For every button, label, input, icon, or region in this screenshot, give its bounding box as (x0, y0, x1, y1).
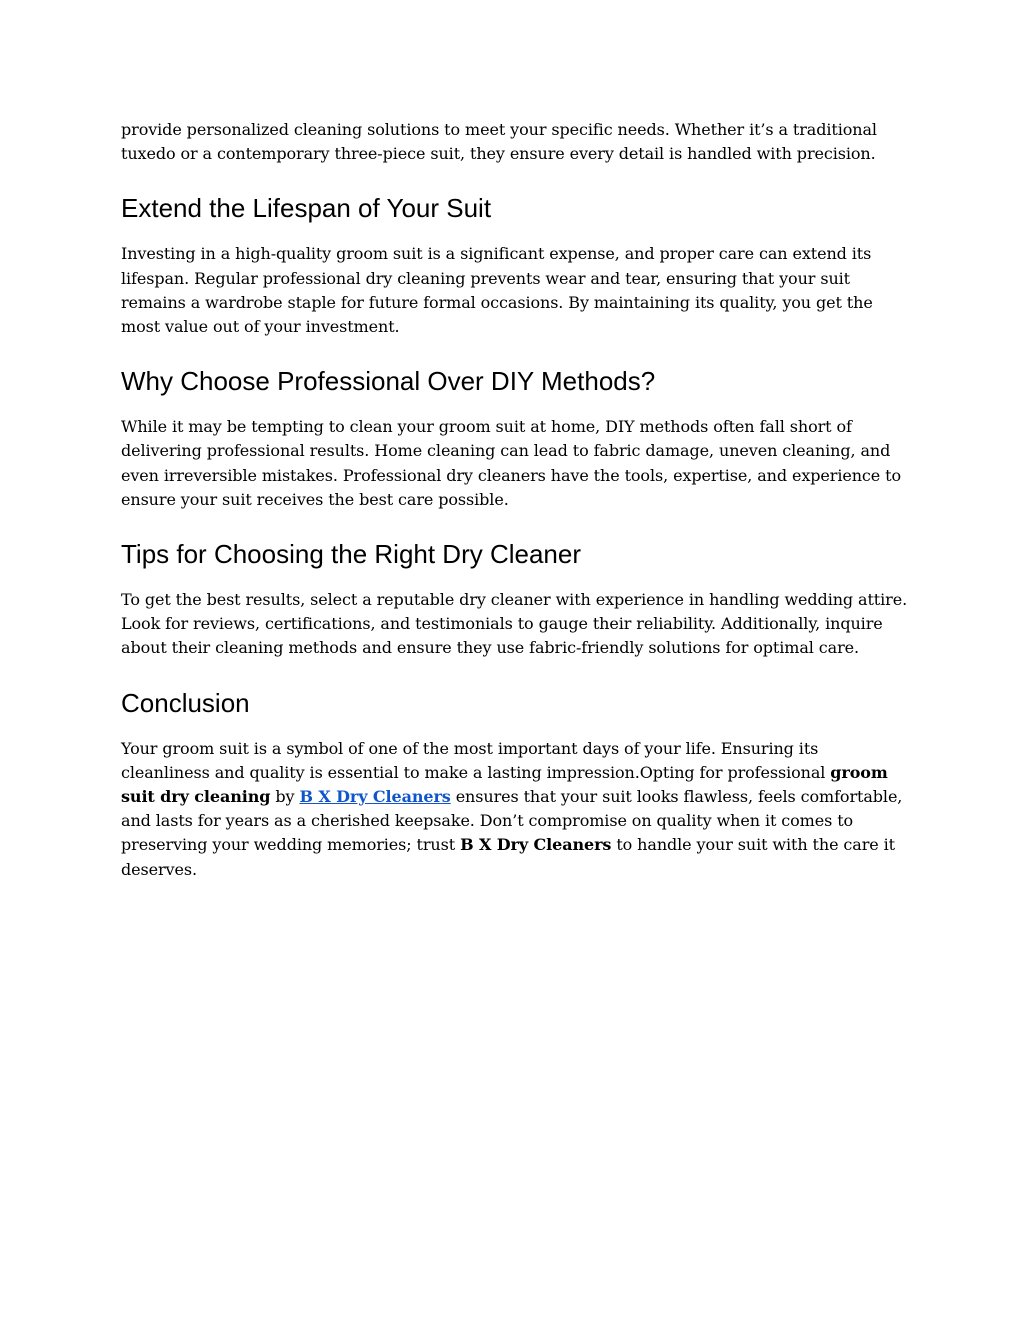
paragraph-conclusion (121, 737, 911, 882)
heading-conclusion: Conclusion (121, 687, 250, 718)
conclusion-text-1: Your groom suit is a symbol of one of the most important days of your life. Ensuring its cleanliness and quality is essential to make a lasting impression.Opting for professional (121, 738, 831, 782)
paragraph-extend-lifespan: Investing in a high-quality groom suit is a significant expense, and proper care can extend its lifespan. Regular professional dry cleaning prevents wear and tear, ensuring that your suit remains a wardrobe staple for future formal occasions. By maintaining its quality, you get the most value out of your investment. (121, 244, 873, 337)
paragraph-professional-vs-diy: While it may be tempting to clean your groom suit at home, DIY methods often fall short of delivering professional results. Home cleaning can lead to fabric damage, uneven cleaning, and even irreversible mistakes. Professional dry cleaners have the tools, expertise, and experience to ensure your suit receives the best care possible. (121, 417, 902, 509)
conclusion-text-4: to handle your suit with the care it deserves. (121, 835, 895, 879)
document-page (121, 118, 911, 882)
paragraph-choosing-dry-cleaner: To get the best results, select a reputable dry cleaner with experience in handling wedding attire. Look for reviews, certifications, and testimonials to gauge their reliability. Additionally, inquire about their cleaning methods and ensure they use fabric-friendly solutions for optimal care. (121, 590, 908, 658)
conclusion-bold-service: groom suit dry cleaning (121, 762, 888, 807)
heading-professional-vs-diy: Why Choose Professional Over DIY Methods? (121, 366, 656, 397)
heading-extend-lifespan: Extend the Lifespan of Your Suit (121, 193, 492, 224)
intro-paragraph: provide personalized cleaning solutions to meet your specific needs. Whether it’s a traditional tuxedo or a contemporary three-piece suit, they ensure every detail is handled with precision. (121, 120, 877, 164)
bx-dry-cleaners-link[interactable]: B X Dry Cleaners (299, 787, 451, 807)
conclusion-text-3: ensures that your suit looks flawless, feels comfortable, and lasts for years as a cherished keepsake. Don’t compromise on quality when it comes to preserving your wedding memories; trust (121, 787, 903, 855)
heading-choosing-dry-cleaner: Tips for Choosing the Right Dry Cleaner (121, 539, 582, 570)
conclusion-bold-brand: B X Dry Cleaners (460, 835, 612, 855)
conclusion-text-2: by (270, 787, 300, 807)
